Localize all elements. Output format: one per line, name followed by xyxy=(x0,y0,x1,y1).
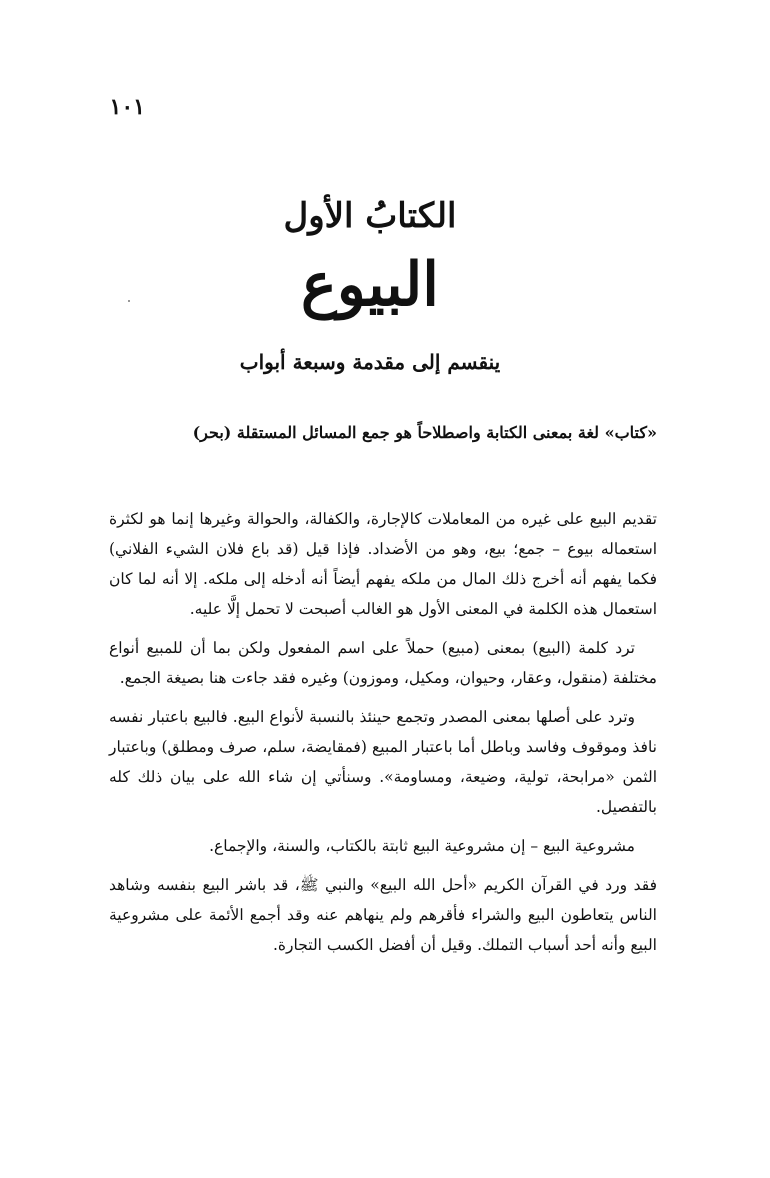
scan-speck xyxy=(128,300,130,302)
section-title: البيوع xyxy=(301,250,439,320)
paragraph: وترد على أصلها بمعنى المصدر وتجمع حينئذ بالنسبة لأنواع البيع. فالبيع باعتبار نفسه نافذ وموقوف وفاسد وباطل أما باعتبار المبيع (فمقايضة، سلم، صرف ومطلق) وباعتبار الثمن «مرابحة، تولية، وضيعة، ومساومة». وسنأتي إن شاء الله على بيان ذلك كله بالتفصيل. xyxy=(109,708,657,816)
paragraph: تقديم البيع على غيره من المعاملات كالإجارة، والكفالة، والحوالة وغيرها إنما هو لكثرة استعماله بيوع – جمع؛ بيع، وهو من الأضداد. فإذا قيل (قد باع فلان الشيء الفلاني) فكما يفهم أنه أخرج ذلك المال من ملكه يفهم أيضاً أنه أدخله إلى ملكه. إلا أنه لما كان استعمال هذه الكلمة في المعنى الأول هو الغالب أصبحت لا تحمل إلَّا عليه. xyxy=(109,510,657,618)
paragraph: ترد كلمة (البيع) بمعنى (مبيع) حملاً على اسم المفعول ولكن بما أن للمبيع أنواع مختلفة (منقول، وعقار، وحيوان، ومكيل، وموزون) وغيره فقد جاءت هنا بصيغة الجمع. xyxy=(109,639,657,687)
paragraph: مشروعية البيع – إن مشروعية البيع ثابتة بالكتاب، والسنة، والإجماع. xyxy=(209,837,635,855)
chapter-subtitle: ينقسم إلى مقدمة وسبعة أبواب xyxy=(239,350,501,374)
definition-line: «كتاب» لغة بمعنى الكتابة واصطلاحاً هو جمع المسائل المستقلة (بحر) xyxy=(192,423,657,442)
body-text xyxy=(109,504,657,969)
page-number: ١٠١ xyxy=(109,94,145,120)
book-title: الكتابُ الأول xyxy=(283,196,457,236)
paragraph: فقد ورد في القرآن الكريم «أحل الله البيع» والنبي ﷺ، قد باشر البيع بنفسه وشاهد الناس يتعاطون البيع والشراء فأقرهم ولم ينهاهم عنه وقد أجمع الأئمة على مشروعية البيع وأنه أحد أسباب التملك. وقيل أن أفضل الكسب التجارة. xyxy=(109,876,657,954)
